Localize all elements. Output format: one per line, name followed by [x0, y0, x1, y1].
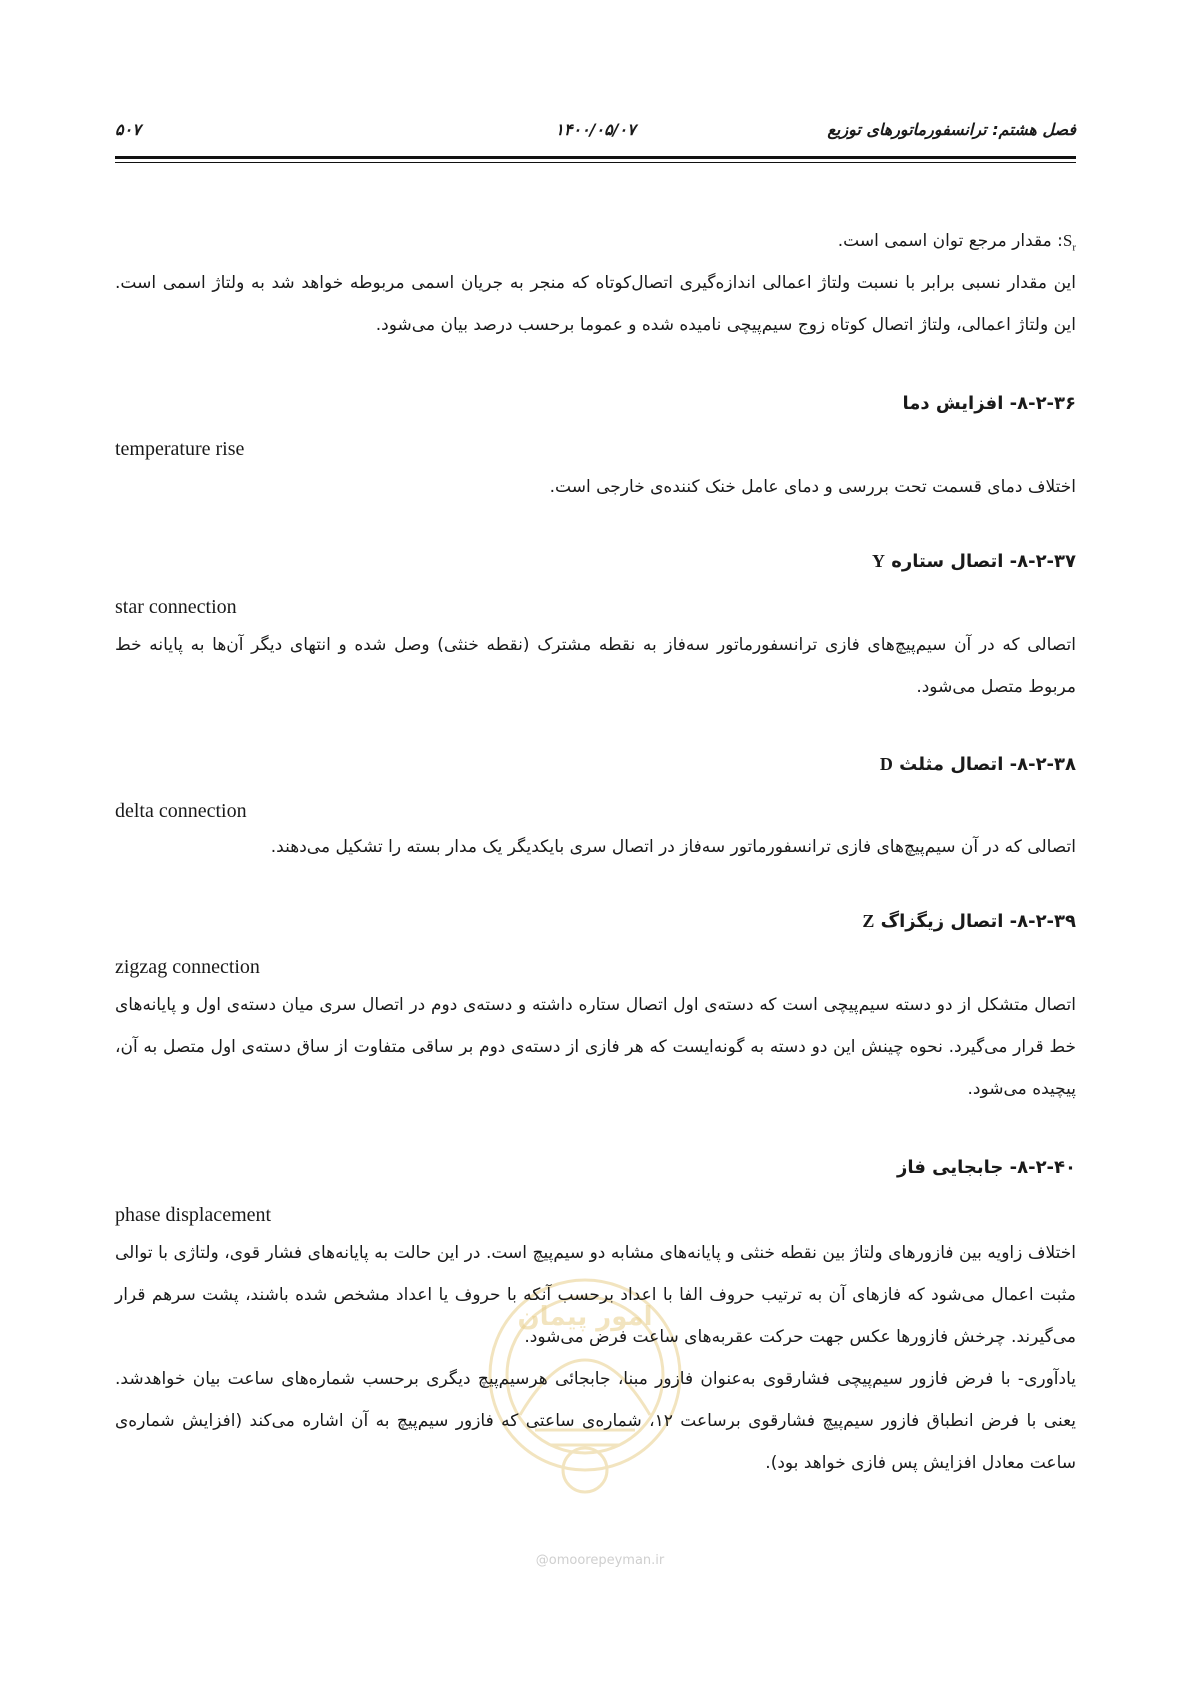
section-english-39: zigzag connection	[115, 956, 260, 978]
section-heading-37	[115, 545, 1076, 578]
section-heading-40	[115, 1152, 1076, 1184]
chapter-title: فصل هشتم: ترانسفورماتورهای توزیع	[827, 120, 1076, 139]
section-heading-text: ۸-۲-۳۸- اتصال مثلث	[899, 754, 1076, 775]
section-heading-latin: D	[879, 754, 893, 774]
section-heading-text: ۸-۲-۴۰- جابجایی فاز	[897, 1157, 1076, 1178]
header-rule-thick	[115, 156, 1076, 159]
sr-symbol: S	[1062, 231, 1073, 250]
section-heading-text: ۸-۲-۳۶- افزایش دما	[902, 393, 1076, 414]
page-header	[115, 120, 1076, 150]
section-english-38: delta connection	[115, 800, 247, 822]
section-paragraph-40: اختلاف زاویه بین فازورهای ولتاژ بین نقطه خنثی و پایانه‌های مشابه دو سیم‌پیچ است. در این حالت به پایانه‌های فشار قوی، ولتاژی با توالی مثبت اعمال می‌شود که فازهای آن به ترتیب حروف الفا با اعداد برحسب آنکه با حروف یا اعداد مشخص شده باشند، پشت سرهم قرار می‌گیرند. چرخش فازورها عکس جهت حرکت عقربه‌های ساعت فرض می‌شود.	[115, 1243, 1076, 1347]
section-english-40: phase displacement	[115, 1204, 272, 1226]
sr-definition-text: : مقدار مرجع توان اسمی است.	[837, 231, 1063, 251]
page-number: ۵۰۷	[115, 120, 141, 139]
section-heading-text: ۸-۲-۳۹- اتصال زیگزاگ	[880, 911, 1076, 932]
section-paragraph-39: اتصال متشکل از دو دسته سیم‌پیچی است که دسته‌ی اول اتصال ستاره داشته و دسته‌ی دوم در اتصال سری میان دسته‌ی اول و پایانه‌های خط قرار می‌گیرد. نحوه چینش این دو دسته به گونه‌ایست که هر فازی از دسته‌ی دوم بر ساقی متفاوت از ساق دسته‌ی اول متصل به آن، پیچیده می‌شود.	[115, 995, 1076, 1099]
section-paragraph-37: اتصالی که در آن سیم‌پیچ‌های فازی ترانسفورماتور سه‌فاز به نقطه مشترک (نقطه خنثی) وصل شده و انتهای دیگر آن‌ها به پایانه خط مربوط متصل می‌شود.	[115, 635, 1076, 697]
section-heading-text: ۸-۲-۳۷- اتصال ستاره	[891, 551, 1076, 572]
section-heading-36	[115, 388, 1076, 420]
section-heading-39	[115, 905, 1076, 938]
section-note-40: یادآوری- با فرض فازور سیم‌پیچی فشارقوی به‌عنوان فازور مبنا، جابجائی هرسیم‌پیچ دیگری برحسب شماره‌های ساعت بیان خواهدشد. یعنی با فرض انطباق فازور سیم‌پیچ فشارقوی برساعت ۱۲، شماره‌ی ساعتی که فازور سیم‌پیچ به آن اشاره می‌کند (افزایش شماره‌ی ساعت معادل افزایش پس فازی خواهد بود).	[115, 1369, 1077, 1473]
section-heading-latin: Y	[871, 551, 885, 571]
watermark-site: @omoorepeyman.ir	[535, 1553, 665, 1568]
section-heading-latin: Z	[862, 911, 875, 931]
section-english-37: star connection	[115, 596, 237, 618]
intro-paragraph: این مقدار نسبی برابر با نسبت ولتاژ اعمالی اندازه‌گیری اتصال‌کوتاه که منجر به جریان اسمی مربوطه خواهد شد به ولتاژ اسمی است. این ولتاژ اعمالی، ولتاژ اتصال کوتاه زوج سیم‌پیچی نامیده شده و عموما برحسب درصد بیان می‌شود.	[115, 273, 1076, 335]
section-paragraph-36: اختلاف دمای قسمت تحت بررسی و دمای عامل خنک کننده‌ی خارجی است.	[549, 477, 1076, 497]
header-date: ۱۴۰۰/۰۵/۰۷	[555, 120, 636, 139]
section-english-36: temperature rise	[115, 438, 245, 460]
sr-subscript: r	[1072, 241, 1076, 254]
header-rule-thin	[115, 162, 1076, 163]
section-paragraph-38: اتصالی که در آن سیم‌پیچ‌های فازی ترانسفورماتور سه‌فاز در اتصال سری بایکدیگر یک مدار بسته را تشکیل می‌دهند.	[270, 837, 1076, 857]
watermark-logo-text: امور پیمان	[517, 1302, 653, 1332]
section-heading-38	[115, 748, 1076, 781]
